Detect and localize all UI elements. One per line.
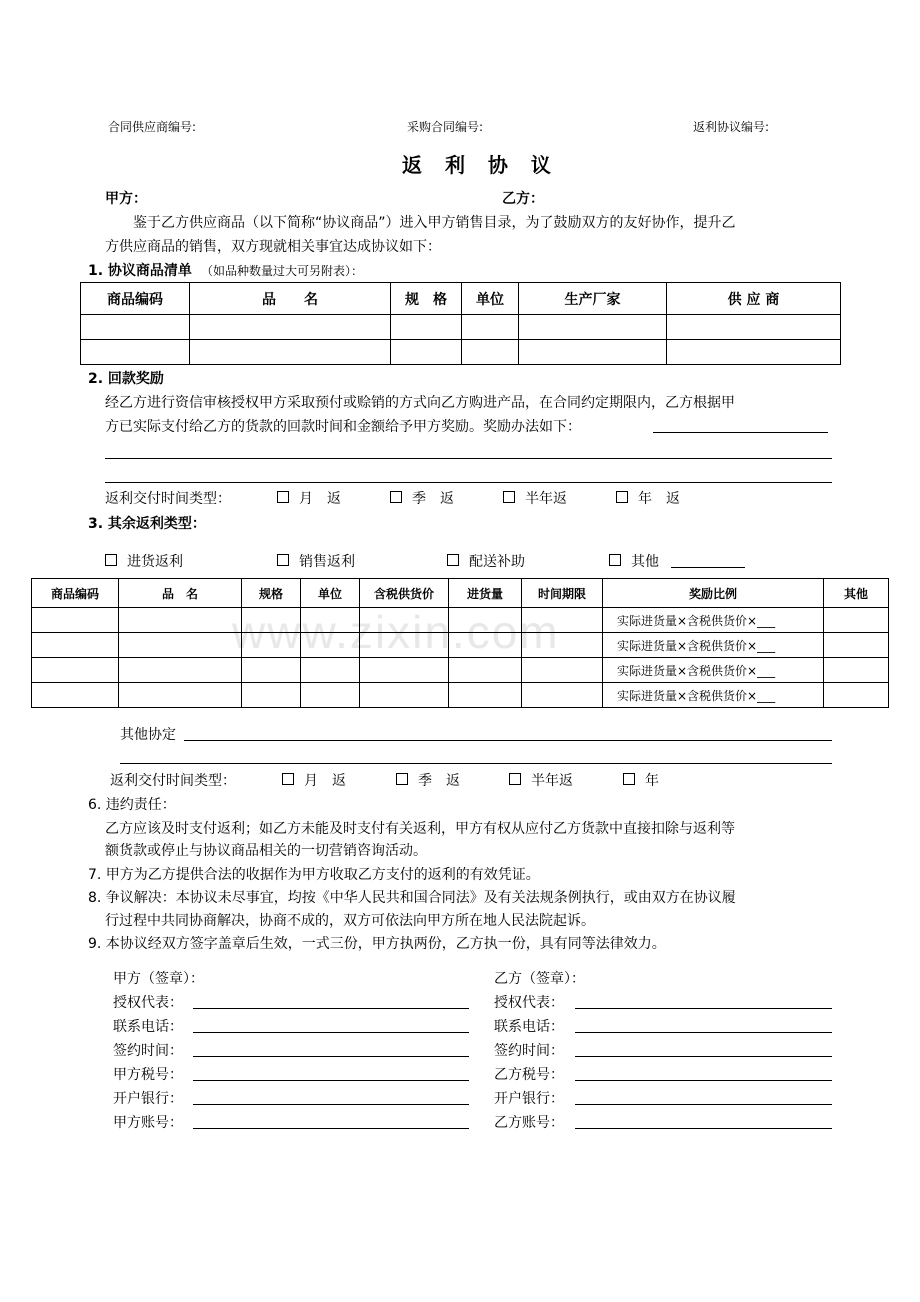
cell[interactable] xyxy=(360,633,449,658)
cell[interactable] xyxy=(449,633,522,658)
clause-6-line-2: 额货款或停止与协议商品相关的一切营销咨询活动。 xyxy=(105,843,427,859)
section-2-time-type-label: 返利交付时间类型： xyxy=(105,491,231,507)
party-b-phone-line[interactable] xyxy=(575,1032,832,1033)
clause-6-title: 6. 违约责任： xyxy=(88,797,176,813)
cell[interactable] xyxy=(824,633,889,658)
cell[interactable] xyxy=(449,683,522,708)
clause-8-line-1: 8. 争议解决：本协议未尽事宜，均按《中华人民共和国合同法》及有关法规条例执行，或由双方在协议履 xyxy=(88,890,736,906)
option-monthly[interactable]: 月 返 xyxy=(282,770,346,790)
cell[interactable] xyxy=(360,683,449,708)
product-list-table xyxy=(80,282,841,365)
reward-ratio-cell[interactable]: 实际进货量×含税供货价×___ xyxy=(603,633,824,658)
col-unit: 单位 xyxy=(301,579,360,608)
type-sales-rebate[interactable]: 销售返利 xyxy=(277,551,355,571)
cell[interactable] xyxy=(32,633,119,658)
checkbox-icon[interactable] xyxy=(277,554,289,566)
option-quarterly[interactable]: 季 返 xyxy=(390,488,454,508)
cell[interactable] xyxy=(81,315,190,340)
party-b-label: 乙方： xyxy=(502,191,544,207)
checkbox-icon[interactable] xyxy=(509,773,521,785)
fill-line[interactable] xyxy=(105,482,832,483)
reward-ratio-cell[interactable]: 实际进货量×含税供货价×___ xyxy=(603,658,824,683)
table-row xyxy=(32,633,889,658)
checkbox-icon[interactable] xyxy=(503,491,515,503)
col-reward-ratio: 奖励比例 xyxy=(603,579,824,608)
col-manufacturer: 生产厂家 xyxy=(519,283,667,315)
party-b-representative-label: 授权代表： xyxy=(494,995,564,1011)
cell[interactable] xyxy=(119,658,242,683)
option-half-year[interactable]: 半年返 xyxy=(509,770,573,790)
party-a-phone-label: 联系电话： xyxy=(113,1019,183,1035)
clause-8-line-2: 行过程中共同协商解决，协商不成的，双方可依法向甲方所在地人民法院起诉。 xyxy=(105,913,595,929)
checkbox-icon[interactable] xyxy=(282,773,294,785)
cell[interactable] xyxy=(824,683,889,708)
cell[interactable] xyxy=(119,633,242,658)
cell[interactable] xyxy=(462,315,519,340)
checkbox-icon[interactable] xyxy=(616,491,628,503)
cell[interactable] xyxy=(32,608,119,633)
checkbox-icon[interactable] xyxy=(105,554,117,566)
cell[interactable] xyxy=(190,340,391,365)
cell[interactable] xyxy=(360,658,449,683)
cell[interactable] xyxy=(119,683,242,708)
section-3-title: 3. 其余返利类型： xyxy=(88,516,206,532)
cell[interactable] xyxy=(242,633,301,658)
col-product-code: 商品编码 xyxy=(32,579,119,608)
party-a-phone-line[interactable] xyxy=(193,1032,469,1033)
rebate-detail-table xyxy=(31,578,889,708)
type-purchase-rebate[interactable]: 进货返利 xyxy=(105,551,183,571)
other-agreement-fill-line[interactable] xyxy=(184,740,832,741)
fill-line[interactable] xyxy=(105,458,832,459)
party-a-representative-line[interactable] xyxy=(193,1008,469,1009)
cell[interactable] xyxy=(667,340,841,365)
party-a-label: 甲方： xyxy=(105,191,147,207)
party-b-tax-no-label: 乙方税号： xyxy=(494,1067,564,1083)
section-2-line-1: 经乙方进行资信审核授权甲方采取预付或赊销的方式向乙方购进产品，在合同约定期限内，乙方根据甲 xyxy=(105,395,735,411)
reward-method-fill-line[interactable] xyxy=(653,432,828,433)
cell[interactable] xyxy=(391,340,462,365)
col-supplier: 供 应 商 xyxy=(667,283,841,315)
col-product-name: 品 名 xyxy=(190,283,391,315)
party-a-tax-no-line[interactable] xyxy=(193,1080,469,1081)
party-a-seal-label: 甲方（签章）： xyxy=(113,971,204,987)
cell[interactable] xyxy=(119,608,242,633)
cell[interactable] xyxy=(522,658,603,683)
party-b-phone-label: 联系电话： xyxy=(494,1019,564,1035)
checkbox-icon[interactable] xyxy=(390,491,402,503)
checkbox-icon[interactable] xyxy=(623,773,635,785)
section-2-line-2: 方已实际支付给乙方的货款的回款时间和金额给予甲方奖励。奖励办法如下： xyxy=(105,419,581,435)
party-b-tax-no-line[interactable] xyxy=(575,1080,832,1081)
party-b-bank-label: 开户银行： xyxy=(494,1091,564,1107)
party-b-sign-date-line[interactable] xyxy=(575,1056,832,1057)
cell[interactable] xyxy=(32,683,119,708)
party-b-account-line[interactable] xyxy=(575,1128,832,1129)
cell[interactable] xyxy=(242,683,301,708)
fill-line[interactable] xyxy=(120,763,832,764)
section-2-title: 2. 回款奖励 xyxy=(88,371,164,387)
option-monthly[interactable]: 月 返 xyxy=(277,488,341,508)
cell[interactable] xyxy=(190,315,391,340)
cell[interactable] xyxy=(301,608,360,633)
cell[interactable] xyxy=(667,315,841,340)
table-row xyxy=(32,608,889,633)
intro-line-2: 方供应商品的销售，双方现就相关事宜达成协议如下： xyxy=(105,239,441,255)
clause-6-line-1: 乙方应该及时支付返利；如乙方未能及时支付有关返利，甲方有权从应付乙方货款中直接扣除与返利等 xyxy=(105,821,735,837)
cell[interactable] xyxy=(360,608,449,633)
party-b-account-label: 乙方账号： xyxy=(494,1115,564,1131)
option-yearly[interactable]: 年 返 xyxy=(616,488,680,508)
party-a-account-line[interactable] xyxy=(193,1128,469,1129)
cell[interactable] xyxy=(824,658,889,683)
checkbox-icon[interactable] xyxy=(277,491,289,503)
intro-line-1: 鉴于乙方供应商品（以下简称“协议商品”）进入甲方销售目录，为了鼓励双方的友好协作，提升乙 xyxy=(133,215,736,231)
section-1-note: （如品种数量过大可另附表）： xyxy=(201,264,364,278)
reward-ratio-cell[interactable]: 实际进货量×含税供货价×___ xyxy=(603,683,824,708)
col-other: 其他 xyxy=(824,579,889,608)
party-a-tax-no-label: 甲方税号： xyxy=(113,1067,183,1083)
col-time-limit: 时间期限 xyxy=(522,579,603,608)
section-3-time-type-label: 返利交付时间类型： xyxy=(110,773,236,789)
supplier-contract-no-label: 合同供应商编号: xyxy=(108,120,197,134)
cell[interactable] xyxy=(81,340,190,365)
cell[interactable] xyxy=(462,340,519,365)
cell[interactable] xyxy=(522,683,603,708)
col-product-code: 商品编码 xyxy=(81,283,190,315)
table-row xyxy=(81,340,841,365)
party-a-account-label: 甲方账号： xyxy=(113,1115,183,1131)
party-a-representative-label: 授权代表： xyxy=(113,995,183,1011)
cell[interactable] xyxy=(301,633,360,658)
watermark: www.zixin.com xyxy=(232,606,560,658)
col-unit: 单位 xyxy=(462,283,519,315)
cell[interactable] xyxy=(449,658,522,683)
document-title: 返 利 协 议 xyxy=(402,153,559,177)
cell[interactable] xyxy=(301,658,360,683)
purchase-contract-no-label: 采购合同编号: xyxy=(407,120,484,134)
option-half-year[interactable]: 半年返 xyxy=(503,488,567,508)
cell[interactable] xyxy=(522,608,603,633)
reward-ratio-cell[interactable]: 实际进货量×含税供货价×___ xyxy=(603,608,824,633)
checkbox-icon[interactable] xyxy=(396,773,408,785)
clause-7: 7. 甲方为乙方提供合法的收据作为甲方收取乙方支付的返利的有效凭证。 xyxy=(88,867,540,883)
type-delivery-subsidy[interactable]: 配送补助 xyxy=(447,551,525,571)
cell[interactable] xyxy=(522,633,603,658)
section-1-title: 1. 协议商品清单 xyxy=(88,263,192,279)
party-b-seal-label: 乙方（签章）： xyxy=(494,971,585,987)
option-yearly[interactable]: 年 xyxy=(623,770,659,790)
party-b-sign-date-label: 签约时间： xyxy=(494,1043,564,1059)
checkbox-icon[interactable] xyxy=(609,554,621,566)
other-type-fill-line[interactable] xyxy=(671,567,745,568)
col-product-name: 品 名 xyxy=(119,579,242,608)
table-row xyxy=(32,683,889,708)
table-header-row xyxy=(81,283,841,315)
party-b-bank-line[interactable] xyxy=(575,1104,832,1105)
cell[interactable] xyxy=(301,683,360,708)
other-agreement-label: 其他协定 xyxy=(120,727,176,743)
party-a-sign-date-line[interactable] xyxy=(193,1056,469,1057)
party-a-bank-label: 开户银行： xyxy=(113,1091,183,1107)
cell[interactable] xyxy=(449,608,522,633)
col-spec: 规格 xyxy=(242,579,301,608)
party-a-sign-date-label: 签约时间： xyxy=(113,1043,183,1059)
table-header-row xyxy=(32,579,889,608)
cell[interactable] xyxy=(242,608,301,633)
col-spec: 规 格 xyxy=(391,283,462,315)
option-quarterly[interactable]: 季 返 xyxy=(396,770,460,790)
cell[interactable] xyxy=(242,658,301,683)
clause-9: 9. 本协议经双方签字盖章后生效，一式三份，甲方执两份，乙方执一份，具有同等法律效力。 xyxy=(88,936,666,952)
cell[interactable] xyxy=(32,658,119,683)
cell[interactable] xyxy=(519,340,667,365)
cell[interactable] xyxy=(391,315,462,340)
table-row xyxy=(81,315,841,340)
cell[interactable] xyxy=(824,608,889,633)
checkbox-icon[interactable] xyxy=(447,554,459,566)
col-purchase-qty: 进货量 xyxy=(449,579,522,608)
party-a-bank-line[interactable] xyxy=(193,1104,469,1105)
rebate-agreement-no-label: 返利协议编号: xyxy=(693,120,770,134)
type-other[interactable]: 其他 xyxy=(609,551,659,571)
cell[interactable] xyxy=(519,315,667,340)
col-tax-price: 含税供货价 xyxy=(360,579,449,608)
party-b-representative-line[interactable] xyxy=(575,1008,832,1009)
table-row xyxy=(32,658,889,683)
